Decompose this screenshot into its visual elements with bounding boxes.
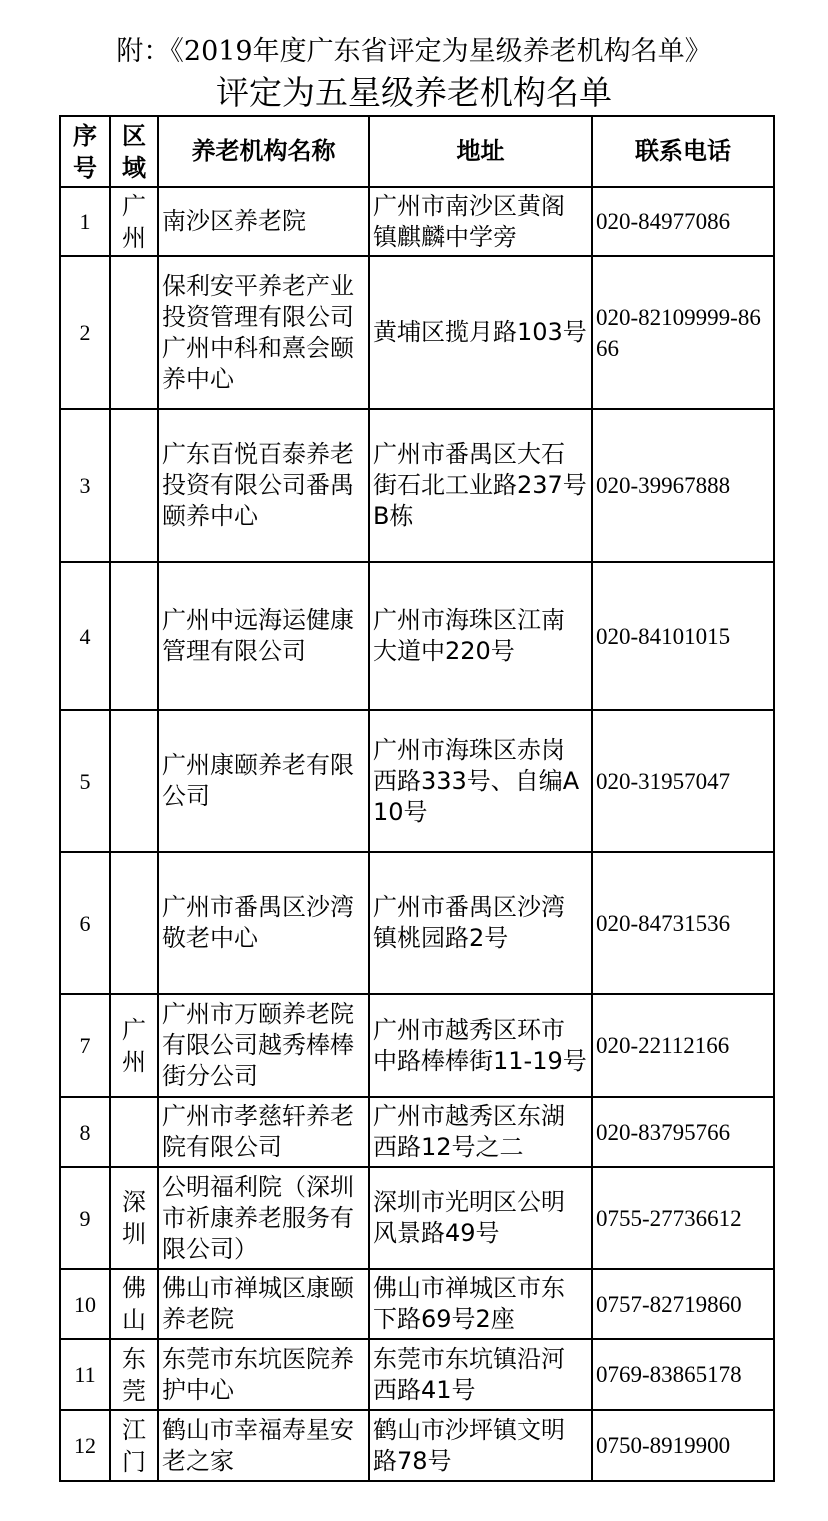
document-subtitle: 附：《2019年度广东省评定为星级养老机构名单》 (116, 36, 712, 67)
table-row (60, 187, 774, 256)
cell-region (110, 1097, 158, 1167)
cell-index: 3 (60, 409, 110, 562)
cell-phone: 020-84101015 (592, 562, 774, 710)
column-header-index: 序号 (60, 116, 110, 187)
column-header-phone: 联系电话 (592, 116, 774, 187)
cell-name: 广州康颐养老有限公司 (158, 710, 369, 852)
cell-phone: 020-84977086 (592, 187, 774, 256)
cell-region: 江门 (110, 1410, 158, 1481)
document-title: 评定为五星级养老机构名单 (216, 73, 612, 112)
cell-region: 广州 (110, 187, 158, 256)
table-row (60, 1410, 774, 1481)
cell-address: 广州市越秀区环市中路棒棒街11-19号 (369, 994, 592, 1097)
cell-index: 1 (60, 187, 110, 256)
cell-name: 广州市孝慈轩养老院有限公司 (158, 1097, 369, 1167)
cell-address: 黄埔区揽月路103号 (369, 256, 592, 409)
column-header-name: 养老机构名称 (158, 116, 369, 187)
cell-address: 广州市海珠区江南大道中220号 (369, 562, 592, 710)
table-row (60, 256, 774, 409)
cell-region (110, 562, 158, 710)
cell-index: 4 (60, 562, 110, 710)
table-row (60, 1097, 774, 1167)
cell-address: 广州市番禺区大石街石北工业路237号B栋 (369, 409, 592, 562)
cell-address: 广州市番禺区沙湾镇桃园路2号 (369, 852, 592, 994)
cell-phone: 020-84731536 (592, 852, 774, 994)
table-row (60, 1167, 774, 1269)
cell-address: 广州市南沙区黄阁镇麒麟中学旁 (369, 187, 592, 256)
cell-region: 佛山 (110, 1269, 158, 1339)
cell-address: 东莞市东坑镇沿河西路41号 (369, 1339, 592, 1410)
cell-name: 公明福利院（深圳市祈康养老服务有限公司） (158, 1167, 369, 1269)
cell-name: 广州市万颐养老院有限公司越秀棒棒街分公司 (158, 994, 369, 1097)
cell-phone: 020-83795766 (592, 1097, 774, 1167)
cell-address: 深圳市光明区公明风景路49号 (369, 1167, 592, 1269)
cell-name: 佛山市禅城区康颐养老院 (158, 1269, 369, 1339)
cell-address: 佛山市禅城区市东下路69号2座 (369, 1269, 592, 1339)
cell-name: 鹤山市幸福寿星安老之家 (158, 1410, 369, 1481)
cell-index: 6 (60, 852, 110, 994)
cell-region (110, 710, 158, 852)
cell-phone: 0757-82719860 (592, 1269, 774, 1339)
facility-table (59, 115, 775, 1482)
cell-region (110, 409, 158, 562)
cell-phone: 020-22112166 (592, 994, 774, 1097)
cell-index: 2 (60, 256, 110, 409)
table-row (60, 1339, 774, 1410)
cell-phone: 0750-8919900 (592, 1410, 774, 1481)
cell-index: 10 (60, 1269, 110, 1339)
cell-region: 广州 (110, 994, 158, 1097)
cell-index: 8 (60, 1097, 110, 1167)
table-row (60, 1269, 774, 1339)
cell-region: 深圳 (110, 1167, 158, 1269)
cell-phone: 020-39967888 (592, 409, 774, 562)
cell-phone: 020-31957047 (592, 710, 774, 852)
table-row (60, 409, 774, 562)
table-header-row (60, 116, 774, 187)
cell-name: 保利安平养老产业投资管理有限公司广州中科和熹会颐养中心 (158, 256, 369, 409)
cell-index: 5 (60, 710, 110, 852)
cell-address: 广州市海珠区赤岗西路333号、自编A10号 (369, 710, 592, 852)
cell-name: 广州中远海运健康管理有限公司 (158, 562, 369, 710)
cell-index: 9 (60, 1167, 110, 1269)
table-row (60, 562, 774, 710)
cell-name: 广东百悦百泰养老投资有限公司番禺颐养中心 (158, 409, 369, 562)
cell-index: 12 (60, 1410, 110, 1481)
table-row (60, 710, 774, 852)
cell-name: 南沙区养老院 (158, 187, 369, 256)
cell-index: 11 (60, 1339, 110, 1410)
cell-index: 7 (60, 994, 110, 1097)
column-header-address: 地址 (369, 116, 592, 187)
column-header-region: 区域 (110, 116, 158, 187)
cell-address: 鹤山市沙坪镇文明路78号 (369, 1410, 592, 1481)
cell-phone: 0769-83865178 (592, 1339, 774, 1410)
cell-region (110, 256, 158, 409)
cell-name: 广州市番禺区沙湾敬老中心 (158, 852, 369, 994)
table-row (60, 994, 774, 1097)
cell-phone: 0755-27736612 (592, 1167, 774, 1269)
cell-region (110, 852, 158, 994)
table-row (60, 852, 774, 994)
cell-phone: 020-82109999-8666 (592, 256, 774, 409)
cell-name: 东莞市东坑医院养护中心 (158, 1339, 369, 1410)
cell-address: 广州市越秀区东湖西路12号之二 (369, 1097, 592, 1167)
cell-region: 东莞 (110, 1339, 158, 1410)
